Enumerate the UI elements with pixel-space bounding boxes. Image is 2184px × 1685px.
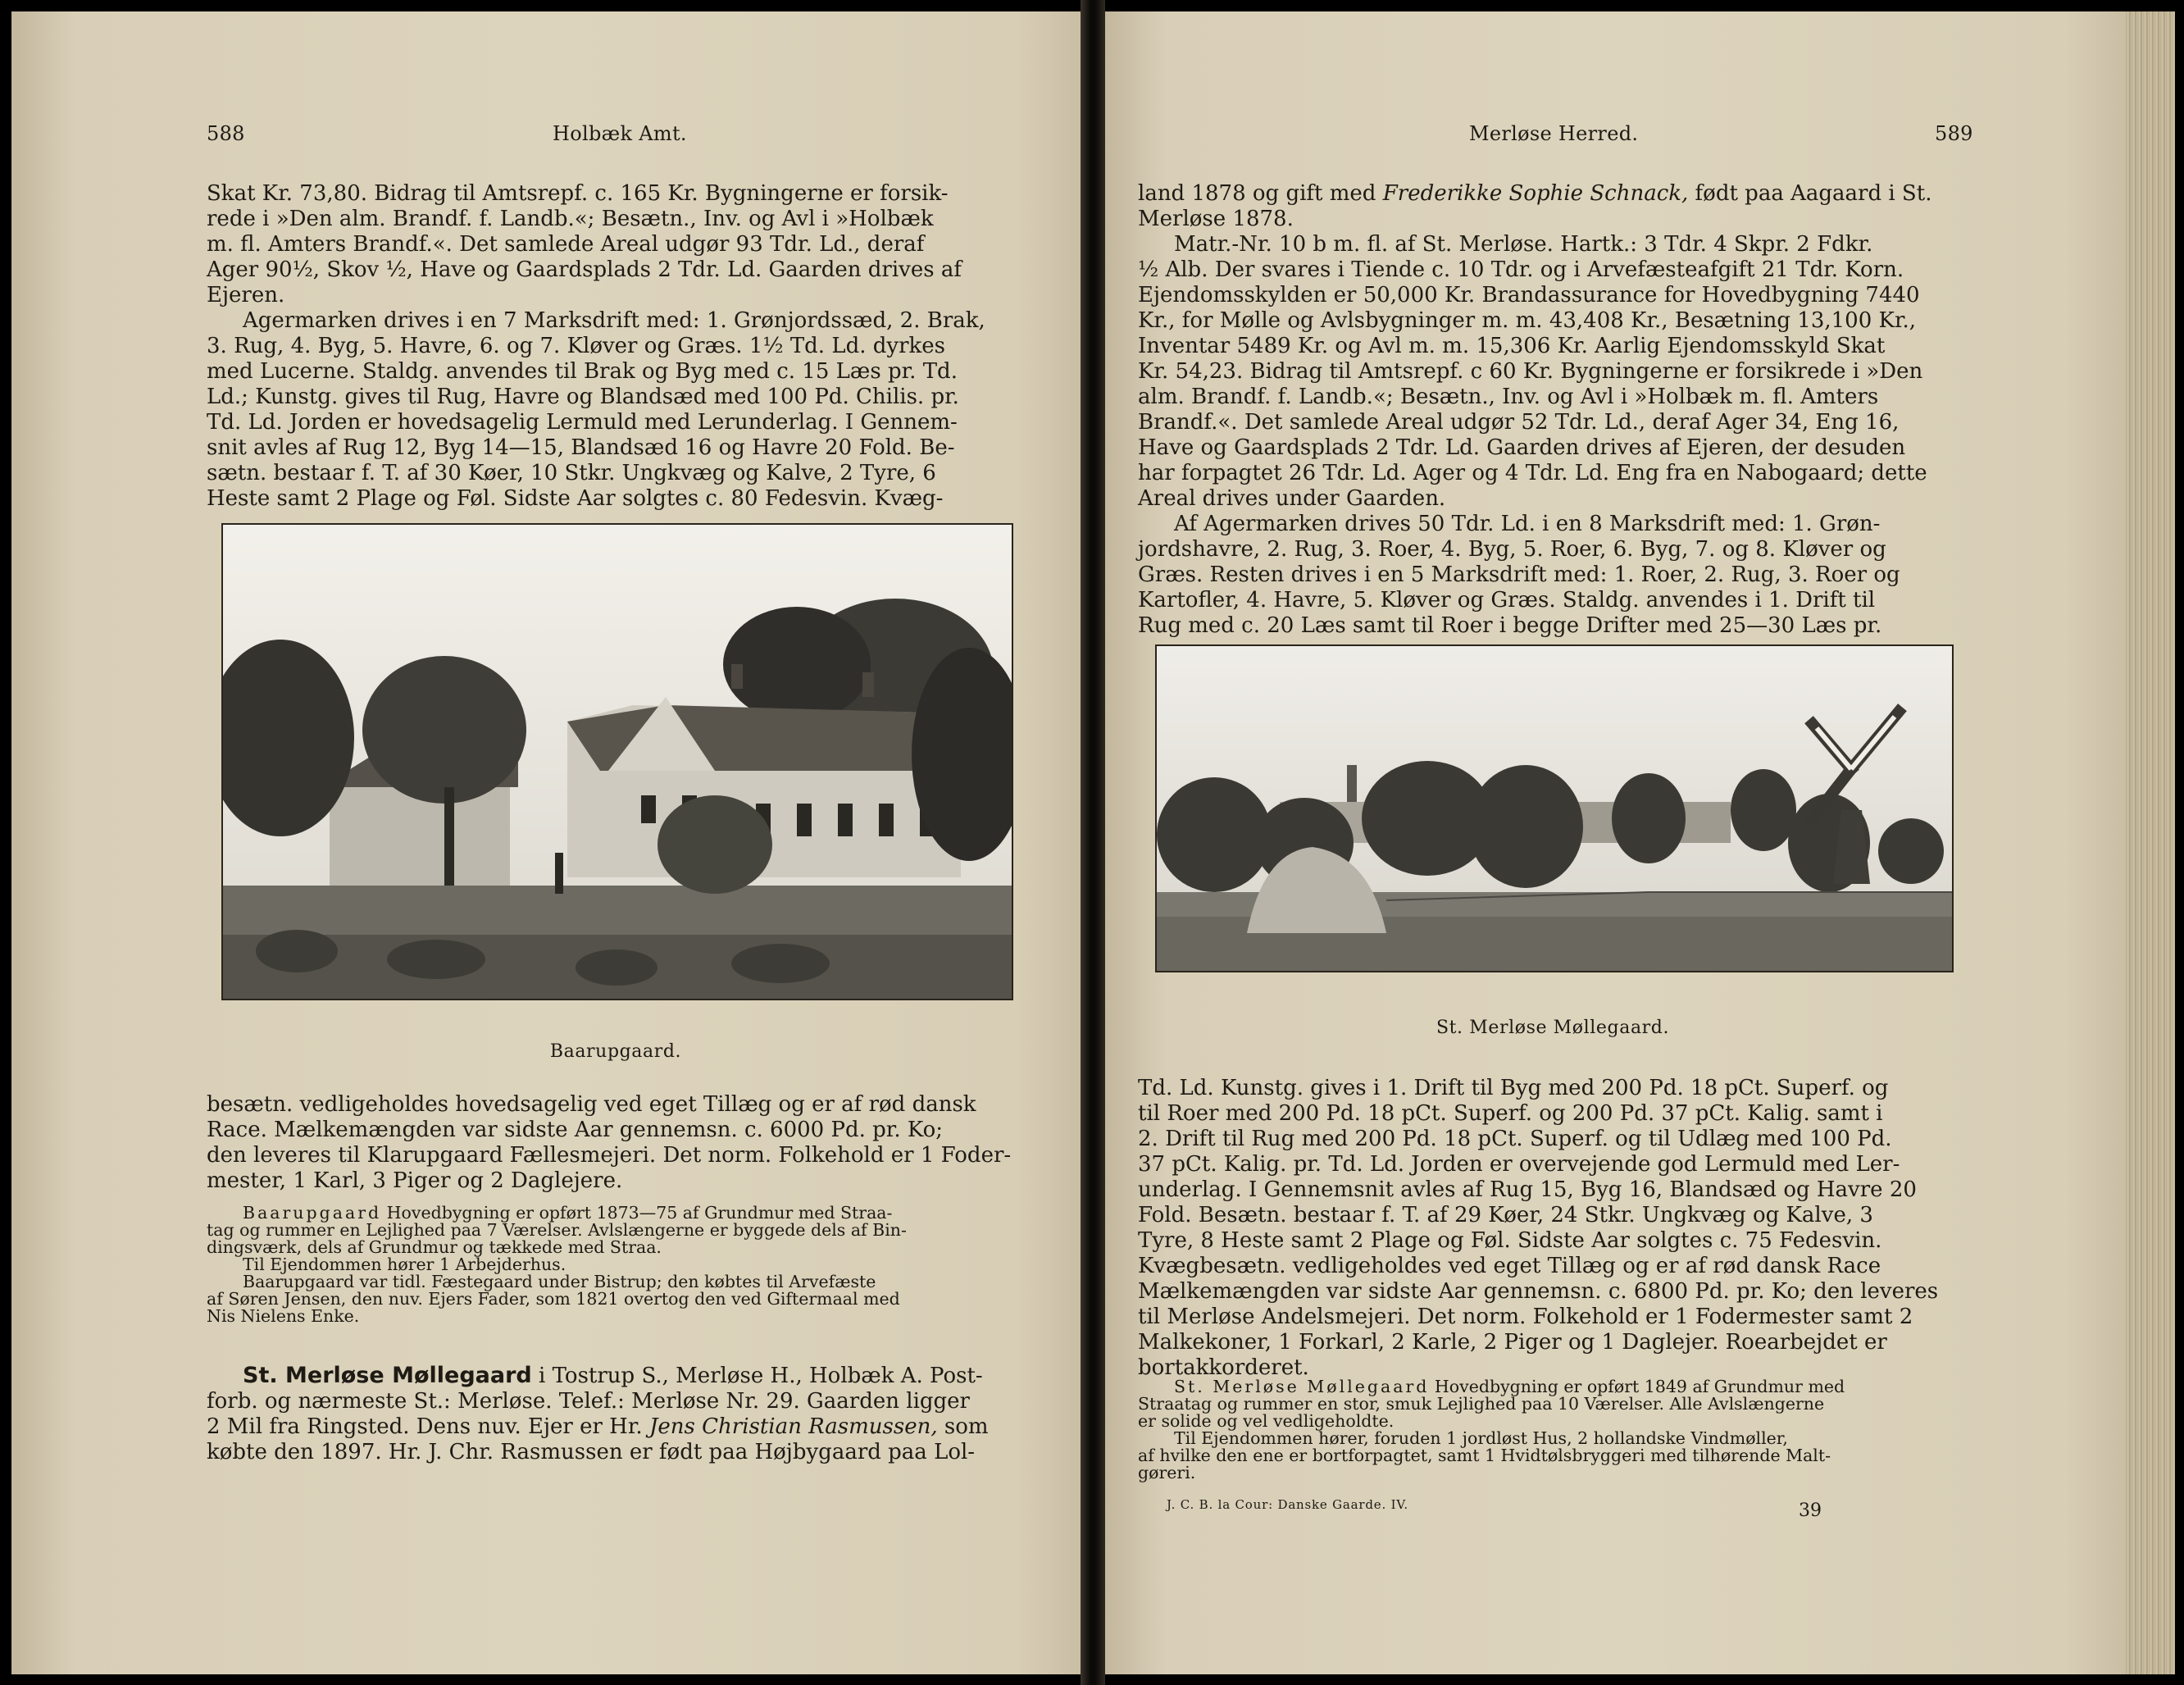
right-body-top — [1138, 181, 1963, 639]
text-line: Have og Gaardsplads 2 Tdr. Ld. Gaarden drives af Ejeren, der desuden — [1138, 435, 1906, 460]
text-line: af hvilke den ene er bortforpagtet, samt 1 Hvidtølsbryggeri med tilhørende Malt- — [1138, 1446, 1831, 1465]
text-line: Kr. 54,23. Bidrag til Amtsrepf. c 60 Kr. Bygningerne er forsikrede i »Den — [1138, 359, 1923, 384]
entry-heading: St. Merløse Møllegaard — [243, 1363, 532, 1388]
text-line: underlag. I Gennemsnit avles af Rug 15, Byg 16, Blandsæd og Havre 20 — [1138, 1177, 1917, 1202]
text-line: St. Merløse Møllegaard Hovedbygning er opført 1849 af Grundmur med — [1174, 1377, 1845, 1396]
text-line: gøreri. — [1138, 1463, 1196, 1482]
right-small-print — [1138, 1378, 1963, 1482]
text-line: Fold. Besætn. bestaar f. T. af 29 Køer, 24 Stkr. Ungkvæg og Kalve, 3 — [1138, 1203, 1873, 1227]
text-line: købte den 1897. Hr. J. Chr. Rasmussen er født paa Højbygaard paa Lol- — [207, 1440, 976, 1464]
text-line: Brandf.«. Det samlede Areal udgør 52 Tdr. Ld., deraf Ager 34, Eng 16, — [1138, 410, 1900, 435]
text-line: Rug med c. 20 Læs samt til Roer i begge Drifter med 25—30 Læs pr. — [1138, 613, 1882, 638]
photo-caption-left: Baarupgaard. — [549, 1041, 682, 1062]
text-line: Areal drives under Gaarden. — [1138, 486, 1446, 511]
text-line: Agermarken drives i en 7 Marksdrift med: 1. Grønjordssæd, 2. Brak, — [243, 308, 985, 333]
right-body-after-photo — [1138, 1076, 1963, 1381]
text-line: Ejendomsskylden er 50,000 Kr. Brandassurance for Hovedbygning 7440 — [1138, 283, 1920, 307]
text-line: til Merløse Andelsmejeri. Det norm. Folkehold er 1 Fodermester samt 2 — [1138, 1305, 1913, 1329]
text-line: Merløse 1878. — [1138, 207, 1294, 231]
st-merlose-mollegaard-photo — [1155, 644, 1954, 972]
text-line: Baarupgaard var tidl. Fæstegaard under Bistrup; den købtes til Arvefæste — [243, 1272, 876, 1291]
page-edges — [2126, 11, 2175, 1674]
text-line: Straatag og rummer en stor, smuk Lejlighed paa 10 Værelser. Alle Avlslængerne — [1138, 1394, 1825, 1414]
text-line: Ager 90½, Skov ½, Have og Gaardsplads 2 Tdr. Ld. Gaarden drives af — [207, 257, 962, 282]
owner-name: Jens Christian Rasmussen, — [648, 1414, 938, 1439]
text-line: m. fl. Amters Brandf.«. Det samlede Areal udgør 93 Tdr. Ld., deraf — [207, 232, 925, 257]
text-line: St. Merløse Møllegaard i Tostrup S., Merløse H., Holbæk A. Post- — [243, 1363, 983, 1388]
text-line: Skat Kr. 73,80. Bidrag til Amtsrepf. c. 165 Kr. Bygningerne er forsik- — [207, 181, 949, 206]
text-line: med Lucerne. Staldg. anvendes til Brak og Byg med c. 15 Læs pr. Td. — [207, 359, 958, 384]
text-line: til Roer med 200 Pd. 18 pCt. Superf. og 200 Pd. 37 pCt. Kalig. samt i — [1138, 1101, 1883, 1126]
text-line: den leveres til Klarupgaard Fællesmejeri. Det norm. Folkehold er 1 Foder- — [207, 1143, 1012, 1168]
text-line: 2 Mil fra Ringsted. Dens nuv. Ejer er Hr. Jens Christian Rasmussen, som — [207, 1414, 989, 1439]
text-line: ½ Alb. Der svares i Tiende c. 10 Tdr. og i Arvefæsteafgift 21 Tdr. Korn. — [1138, 257, 1904, 282]
sheet-number: 39 — [1799, 1501, 1822, 1521]
text-line: Mælkemængden var sidste Aar gennemsn. c. 6800 Pd. pr. Ko; den leveres — [1138, 1279, 1939, 1304]
text-line: Td. Ld. Jorden er hovedsagelig Lermuld med Lerunderlag. I Gennem- — [207, 410, 958, 435]
footer-credit: J. C. B. la Cour: Danske Gaarde. IV. — [1167, 1497, 1408, 1512]
text-line: Græs. Resten drives i en 5 Marksdrift med: 1. Roer, 2. Rug, 3. Roer og — [1138, 562, 1900, 587]
text-line: Til Ejendommen hører, foruden 1 jordløst Hus, 2 hollandske Vindmøller, — [1174, 1428, 1788, 1448]
left-page — [11, 11, 1081, 1674]
text-line: Tyre, 8 Heste samt 2 Plage og Føl. Sidste Aar solgtes c. 75 Fedesvin. — [1138, 1228, 1882, 1253]
running-title-right: Merløse Herred. — [1469, 122, 1639, 145]
text-line: 37 pCt. Kalig. pr. Td. Ld. Jorden er overvejende god Lermuld med Ler- — [1138, 1152, 1900, 1177]
photo-caption-right: St. Merløse Møllegaard. — [1436, 1018, 1670, 1038]
text-line: er solide og vel vedligeholdte. — [1138, 1411, 1395, 1431]
text-line: har forpagtet 26 Tdr. Ld. Ager og 4 Tdr. Ld. Eng fra en Nabogaard; dette — [1138, 461, 1927, 485]
left-body-top — [207, 181, 1035, 512]
baarupgaard-photo — [221, 523, 1013, 1000]
text-line: land 1878 og gift med Frederikke Sophie Schnack, født paa Aagaard i St. — [1138, 181, 1932, 206]
entry-st-merlose — [207, 1363, 1035, 1465]
text-line: snit avles af Rug 12, Byg 14—15, Blandsæd 16 og Havre 20 Fold. Be- — [207, 435, 955, 460]
text-line: rede i »Den alm. Brandf. f. Landb.«; Besætn., Inv. og Avl i »Holbæk — [207, 207, 934, 231]
text-line: Malkekoner, 1 Forkarl, 2 Karle, 2 Piger og 1 Daglejer. Roearbejdet er — [1138, 1330, 1887, 1355]
page-number-left: 588 — [207, 122, 245, 145]
text-line: besætn. vedligeholdes hovedsagelig ved eget Tillæg og er af rød dansk — [207, 1092, 976, 1117]
text-line: tag og rummer en Lejlighed paa 7 Værelser. Avlslængerne er byggede dels af Bin- — [207, 1220, 907, 1240]
running-title-left: Holbæk Amt. — [553, 122, 687, 145]
text-line: 3. Rug, 4. Byg, 5. Havre, 6. og 7. Kløver og Græs. 1½ Td. Ld. dyrkes — [207, 334, 946, 358]
text-line: Kvægbesætn. vedligeholdes ved eget Tillæg og er af rød dansk Race — [1138, 1254, 1881, 1278]
text-line: forb. og nærmeste St.: Merløse. Telef.: Merløse Nr. 29. Gaarden ligger — [207, 1389, 970, 1414]
text-line: Heste samt 2 Plage og Føl. Sidste Aar solgtes c. 80 Fedesvin. Kvæg- — [207, 486, 944, 511]
text-line: af Søren Jensen, den nuv. Ejers Fader, som 1821 overtog den ved Giftermaal med — [207, 1289, 900, 1309]
farm-name: Baarupgaard — [243, 1203, 382, 1223]
left-body-after-photo — [207, 1092, 1035, 1194]
text-line: mester, 1 Karl, 3 Piger og 2 Daglejere. — [207, 1168, 623, 1193]
text-line: dingsværk, dels af Grundmur og tækkede med Straa. — [207, 1237, 662, 1257]
text-line: Race. Mælkemængden var sidste Aar gennemsn. c. 6000 Pd. pr. Ko; — [207, 1118, 944, 1142]
farm-name: St. Merløse Møllegaard — [1174, 1377, 1430, 1396]
text-line: Baarupgaard Hovedbygning er opført 1873—75 af Grundmur med Straa- — [243, 1203, 893, 1223]
text-line: Af Agermarken drives 50 Tdr. Ld. i en 8 Marksdrift med: 1. Grøn- — [1174, 512, 1881, 536]
text-line: Ld.; Kunstg. gives til Rug, Havre og Blandsæd med 100 Pd. Chilis. pr. — [207, 385, 959, 409]
book-gutter — [1081, 0, 1105, 1685]
text-line: 2. Drift til Rug med 200 Pd. 18 pCt. Superf. og til Udlæg med 100 Pd. — [1138, 1127, 1892, 1151]
text-line: Nis Nielens Enke. — [207, 1306, 360, 1326]
text-line: Ejeren. — [207, 283, 285, 307]
wife-name: Frederikke Sophie Schnack, — [1382, 181, 1689, 206]
text-line: Matr.-Nr. 10 b m. fl. af St. Merløse. Hartk.: 3 Tdr. 4 Skpr. 2 Fdkr. — [1174, 232, 1873, 257]
text-line: bortakkorderet. — [1138, 1355, 1309, 1380]
text-line: sætn. bestaar f. T. af 30 Køer, 10 Stkr. Ungkvæg og Kalve, 2 Tyre, 6 — [207, 461, 936, 485]
text-line: Til Ejendommen hører 1 Arbejderhus. — [243, 1255, 566, 1274]
text-line: Inventar 5489 Kr. og Avl m. m. 15,306 Kr. Aarlig Ejendomsskyld Skat — [1138, 334, 1886, 358]
text-line: Kr., for Mølle og Avlsbygninger m. m. 43,408 Kr., Besætning 13,100 Kr., — [1138, 308, 1917, 333]
text-line: jordshavre, 2. Rug, 3. Roer, 4. Byg, 5. Roer, 6. Byg, 7. og 8. Kløver og — [1138, 537, 1886, 562]
text-line: alm. Brandf. f. Landb.«; Besætn., Inv. og Avl i »Holbæk m. fl. Amters — [1138, 385, 1879, 409]
text-line: Td. Ld. Kunstg. gives i 1. Drift til Byg med 200 Pd. 18 pCt. Superf. og — [1138, 1076, 1889, 1100]
page-number-right: 589 — [1935, 122, 1973, 145]
left-small-print — [207, 1205, 1035, 1325]
right-page — [1105, 11, 2126, 1674]
text-line: Kartofler, 4. Havre, 5. Kløver og Græs. Staldg. anvendes i 1. Drift til — [1138, 588, 1876, 613]
